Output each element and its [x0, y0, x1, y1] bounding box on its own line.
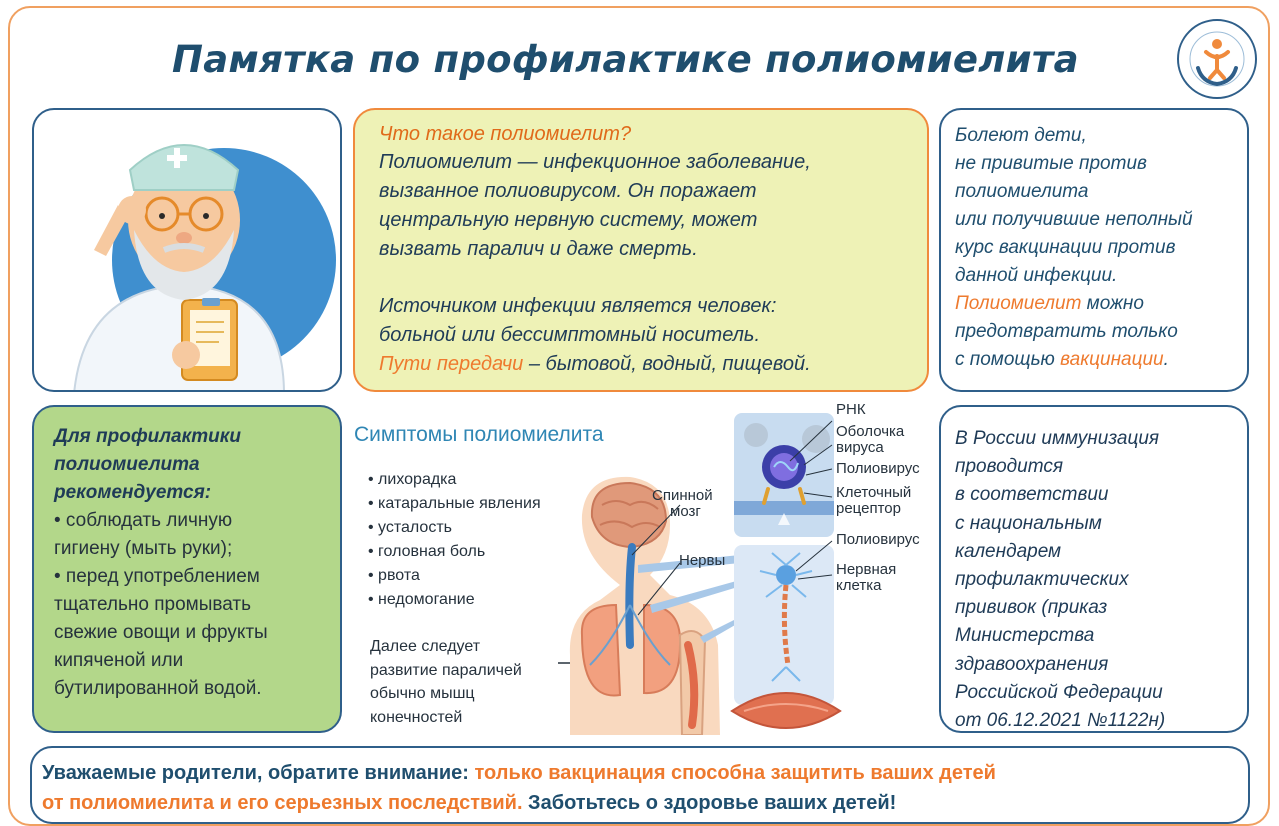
who-line-1: Болеют дети, — [955, 125, 1087, 146]
rna-label: РНК — [836, 401, 866, 418]
what-definition-line-2: вызванное полиовирусом. Он поражает — [379, 180, 757, 202]
prevention-item-line: кипяченой или — [54, 650, 184, 671]
paralysis-line: обычно мышц — [370, 685, 475, 702]
cell-receptor-label-line: рецептор — [836, 500, 901, 517]
what-is-polio-question: Что такое полиомиелит? — [379, 123, 632, 145]
symptom-item: • недомогание — [368, 591, 475, 608]
poliovirus-label-2: Полиовирус — [836, 531, 920, 548]
russia-line: В России иммунизация — [955, 428, 1160, 449]
nerve-cell-label — [836, 562, 896, 594]
who-line-7 — [955, 290, 1233, 318]
transmission-line — [379, 350, 903, 379]
russia-immunization-box — [939, 405, 1249, 733]
who-gets-sick-box — [939, 108, 1249, 392]
prevention-item-line: свежие овощи и фрукты — [54, 622, 268, 643]
prevention-heading-1: Для профилактики — [54, 426, 241, 447]
symptom-item: • катаральные явления — [368, 495, 541, 512]
notice-line-1 — [42, 758, 1238, 788]
who-line-9 — [955, 346, 1233, 374]
russia-line: календарем — [955, 540, 1062, 562]
russia-line: профилактических — [955, 569, 1129, 591]
what-definition-line-4: вызвать паралич и даже смерть. — [379, 238, 698, 260]
symptom-item: • головная боль — [368, 543, 486, 560]
notice-line-2 — [42, 788, 1238, 818]
source-line-1: Источником инфекции является человек: — [379, 295, 777, 317]
what-is-polio-box — [353, 108, 929, 392]
russia-line: в соответствии — [955, 484, 1109, 506]
paralysis-line: Далее следует — [370, 638, 481, 655]
prevention-box — [32, 405, 342, 733]
russia-line: Министерства — [955, 625, 1095, 647]
ombudsman-logo — [1176, 18, 1258, 100]
who-line-3: полиомиелита — [955, 181, 1089, 202]
period: . — [1163, 349, 1169, 370]
russia-line: Российской Федерации — [955, 681, 1163, 703]
spinal-cord-label-line: Спинной — [652, 487, 713, 504]
who-line-4: или получившие неполный — [955, 209, 1193, 230]
page-title: Памятка по профилактике полиомиелита — [172, 38, 1079, 81]
symptoms-title: Симптомы полиомиелита — [354, 423, 604, 446]
parents-notice-box — [30, 746, 1250, 824]
polio-word: Полиомиелит — [955, 293, 1082, 314]
prevention-item-line: бутилированной водой. — [54, 678, 262, 699]
russia-line: от 06.12.2021 №1122н) — [955, 710, 1166, 732]
symptom-item: • усталость — [368, 519, 452, 536]
nerve-cell-label-line: клетка — [836, 577, 882, 594]
prevention-heading-3: рекомендуется: — [54, 482, 212, 503]
russia-line: проводится — [955, 456, 1063, 478]
what-definition-line-3: центральную нервную систему, может — [379, 209, 758, 231]
with-help-text: с помощью — [955, 349, 1061, 370]
cell-receptor-label-line: Клеточный — [836, 484, 912, 501]
virus-shell-label — [836, 424, 904, 456]
transmission-label: Пути передачи — [379, 353, 524, 375]
who-line-2: не привитые против — [955, 153, 1147, 174]
poliovirus-label: Полиовирус — [836, 460, 920, 477]
russia-line: здравоохранения — [955, 653, 1109, 675]
transmission-routes: – бытовой, водный, пищевой. — [523, 353, 811, 375]
notice-vaccination-protects: только вакцинация способна защитить ваших детей — [474, 762, 996, 784]
doctor-illustration-box — [32, 108, 342, 392]
can-word: можно — [1081, 293, 1144, 314]
virus-shell-label-line: Оболочка — [836, 423, 905, 440]
notice-care: Заботьтесь о здоровье ваших детей! — [522, 792, 897, 814]
spinal-cord-label-line: мозг — [670, 503, 701, 520]
paralysis-line: конечностей — [370, 708, 463, 726]
symptom-item: • рвота — [368, 567, 420, 584]
prevention-item-line: гигиену (мыть руки); — [54, 538, 233, 559]
symptoms-list — [368, 468, 541, 612]
vaccination-word: вакцинации — [1060, 349, 1164, 370]
spinal-cord-label — [652, 488, 713, 520]
who-line-8: предотвратить только — [955, 321, 1178, 342]
cell-receptor-label — [836, 485, 911, 517]
russia-line: прививок (приказ — [955, 597, 1108, 619]
prevention-heading-2: полиомиелита — [54, 454, 200, 475]
notice-attention: Уважаемые родители, обратите внимание: — [42, 762, 475, 784]
prevention-item-line: • перед употреблением — [54, 566, 260, 587]
symptom-item: • лихорадка — [368, 471, 457, 488]
prevention-item-line: • соблюдать личную — [54, 510, 233, 531]
notice-consequences: от полиомиелита и его серьезных последствий. — [42, 792, 523, 814]
nerves-label: Нервы — [679, 552, 726, 569]
who-line-5: курс вакцинации против — [955, 237, 1176, 258]
doctor-illustration — [34, 110, 342, 392]
prevention-item-line: тщательно промывать — [54, 594, 252, 615]
paralysis-line: развитие параличей — [370, 661, 522, 679]
who-line-6: данной инфекции. — [955, 265, 1118, 286]
what-definition-line-1: Полиомиелит — инфекционное заболевание, — [379, 151, 811, 173]
nerve-cell-label-line: Нервная — [836, 561, 897, 578]
russia-line: с национальным — [955, 512, 1102, 534]
virus-shell-label-line: вируса — [836, 439, 884, 456]
source-line-2: больной или бессимптомный носитель. — [379, 324, 761, 346]
